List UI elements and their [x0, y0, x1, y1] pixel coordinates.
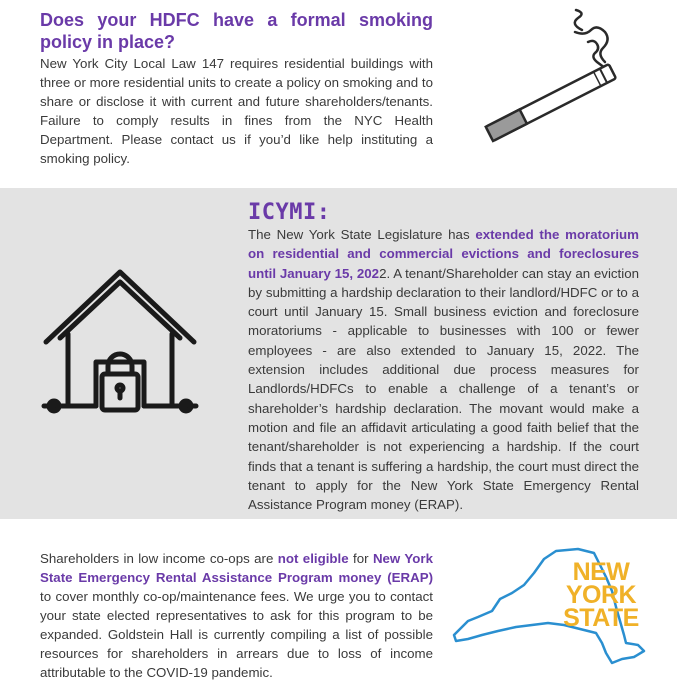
- new-york-state-logo-text: [556, 558, 646, 632]
- erap-section: [0, 519, 677, 694]
- erap-body-text: to cover monthly co-op/maintenance fees. We urge you to contact your state elected representatives to ask for this program to be expanded. Goldstein Hall is currently compiling a list of possible resources for shareholders in arrears due to loss of income attributable to the COVID-19 pandemic.: [40, 589, 433, 680]
- icymi-body-intro: The New York State Legislature has: [248, 227, 476, 242]
- smoking-policy-title: Does your HDFC have a formal smoking policy in place?: [40, 10, 433, 52]
- icymi-body: [248, 225, 639, 514]
- cigarette-icon: [470, 8, 630, 148]
- icymi-title: ICYMI:: [248, 200, 331, 225]
- erap-program-name: New York State Emergency Rental Assistance Program money (ERAP): [40, 551, 434, 585]
- icymi-body-highlight: extended the moratorium on residential and commercial evictions and foreclosures until January 15, 202: [248, 227, 639, 281]
- erap-body: [40, 549, 433, 682]
- icymi-section: [0, 188, 677, 519]
- logo-line-york: YORK: [565, 581, 637, 609]
- icymi-body-details: 2. A tenant/Shareholder can stay an eviction by submitting a hardship declaration to their landlord/HDFC or to a court until January 15. Small business eviction and foreclosure moratoriums - applicable to businesses with 100 or fewer employees - are also extended to January 15, 2022. The extension includes additional due process measures for Landlords/HDFCs to enable a challenge of a tenant’s or shareholder’s hardship declaration. The movant would make a motion and file an affidavit articulating a good faith belief that the tenant/shareholder is not experiencing a hardship. If the court finds that a tenant is suffering a hardship, the court must direct the tenant to apply for the New York State Emergency Rental Assistance Program money (ERAP).: [248, 265, 639, 513]
- erap-body-text: Shareholders in low income co-ops are: [40, 551, 278, 566]
- smoking-policy-body: New York City Local Law 147 requires residential buildings with three or more residential units to create a policy on smoking and to share or disclose it with current and future shareholders/tenants. Failure to comply results in fines from the NYC Health Department. Please contact us if you’d like help instituting a smoking policy.: [40, 56, 433, 166]
- logo-line-state: STATE: [563, 604, 639, 632]
- logo-line-new: NEW: [572, 558, 630, 586]
- erap-body-text: for: [348, 551, 373, 566]
- erap-not-eligible: not eligible: [277, 551, 349, 566]
- smoking-policy-section: [0, 0, 677, 188]
- locked-house-icon: [38, 266, 203, 426]
